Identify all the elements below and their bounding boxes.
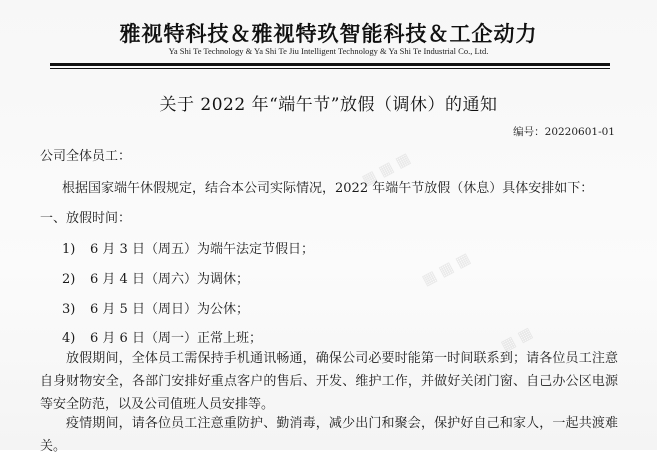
letterhead-company-name: 雅视特科技＆雅视特玖智能科技＆工企动力: [119, 22, 538, 46]
item-text: 6 月 6 日（周一）正常上班；: [90, 331, 262, 346]
schedule-item: [62, 239, 314, 261]
notice-title: 关于 2022 年“端午节”放假（调休）的通知: [159, 95, 498, 115]
item-text: 6 月 4 日（周六）为调休；: [90, 272, 249, 287]
greeting: 公司全体员工：: [40, 149, 132, 164]
item-text: 6 月 5 日（周日）为公休；: [90, 302, 249, 317]
item-text: 6 月 3 日（周五）为端午法定节假日；: [90, 242, 314, 257]
document-number: 编号：20220601-01: [513, 126, 615, 138]
watermark: ▦ ▦ ▦: [418, 248, 474, 290]
item-marker: 4): [62, 331, 76, 346]
holiday-instructions-paragraph: 放假期间，全体员工需保持手机通讯畅通，确保公司必要时能第一时间联系到；请各位员工注意自身财物安全，各部门安排好重点客户的售后、开发、维护工作，并做好关闭门窗、自己办公区电源等安全防范，以及公司值班人员安排等。: [40, 351, 618, 412]
schedule-item: [62, 299, 249, 321]
letterhead-company-english: Ya Shi Te Technology & Ya Shi Te Jiu Intelligent Technology & Ya Shi Te Industrial Co., Ltd.: [168, 46, 489, 56]
item-marker: 1): [62, 242, 76, 257]
watermark: ▦ ▦ ▦: [358, 148, 414, 190]
section-heading-holiday-time: 一、放假时间：: [40, 211, 132, 226]
intro-paragraph: 根据国家端午休假规定，结合本公司实际情况，2022 年端午节放假（休息）具体安排如下：: [62, 181, 594, 196]
letterhead-divider-thin: [50, 68, 610, 69]
item-marker: 3): [62, 302, 76, 317]
item-marker: 2): [62, 272, 76, 287]
schedule-item: [62, 269, 249, 291]
epidemic-notice-paragraph: 疫情期间，请各位员工注意重防护、勤消毒，减少出门和聚会，保护好自己和家人，一起共渡难关。: [40, 416, 618, 454]
letterhead-divider-thick: [50, 63, 610, 66]
watermark: ▦ ▦: [497, 323, 536, 355]
